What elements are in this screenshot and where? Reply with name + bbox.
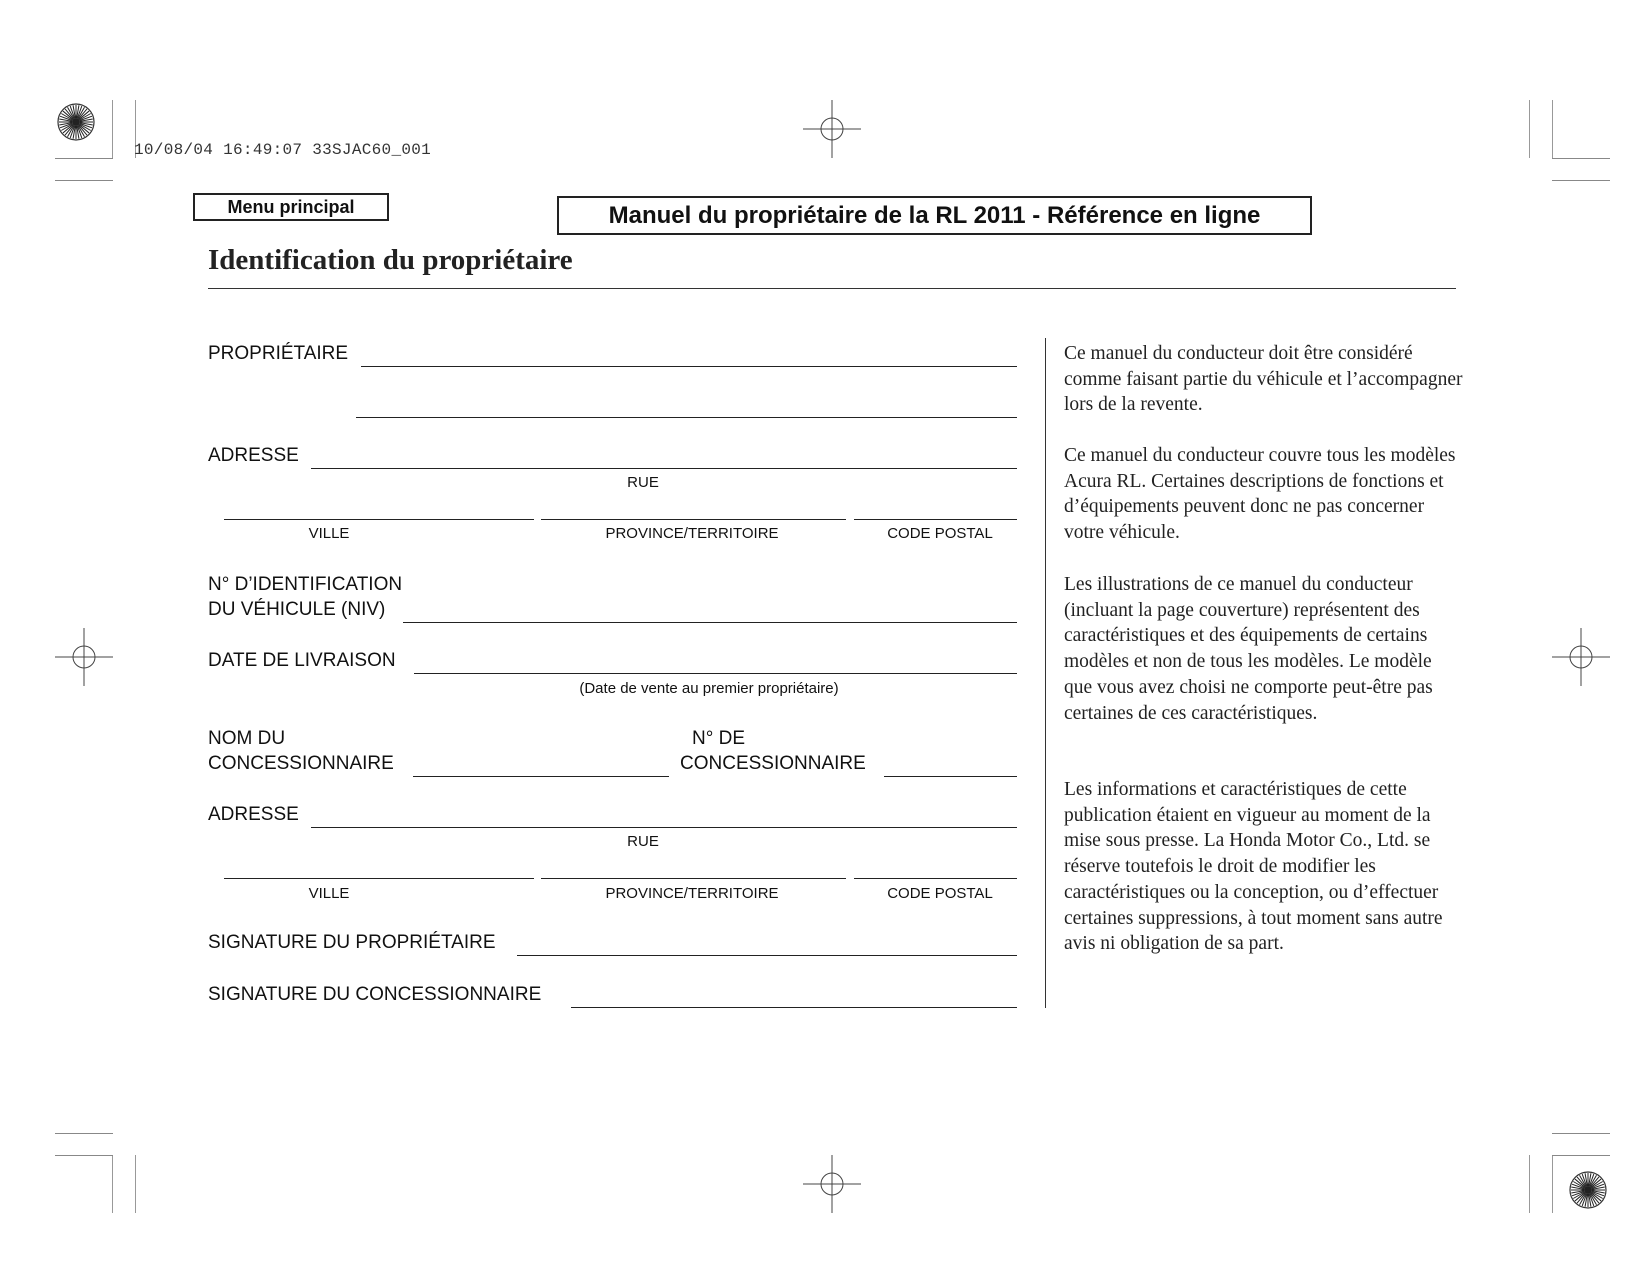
owner-label: PROPRIÉTAIRE — [208, 343, 349, 364]
street-caption: RUE — [627, 474, 659, 491]
crop-mark — [135, 1155, 136, 1213]
delivery-date-label: DATE DE LIVRAISON — [208, 650, 396, 671]
dealer-number-label-line-2: CONCESSIONNAIRE — [680, 753, 866, 774]
delivery-date-field[interactable] — [414, 673, 1017, 674]
dealer-street-field[interactable] — [311, 827, 1017, 828]
vin-label-line-2: DU VÉHICULE (NIV) — [208, 599, 386, 620]
city-field[interactable] — [224, 519, 534, 520]
street-field[interactable] — [311, 468, 1017, 469]
title-rule — [208, 288, 1456, 289]
crop-mark — [1552, 1133, 1610, 1134]
note-paragraph: Ce manuel du conducteur couvre tous les modèles Acura RL. Certaines descriptions de fonctions et d’équipements peuvent donc ne pas concerner votre véhicule. — [1064, 445, 1456, 544]
dealer-province-field[interactable] — [541, 878, 846, 879]
vin-label-line-1: N° D’IDENTIFICATION — [208, 574, 403, 595]
registration-mark-icon — [803, 1155, 861, 1213]
city-caption: VILLE — [308, 525, 350, 542]
registration-mark-icon — [55, 628, 113, 686]
owner-field[interactable] — [361, 366, 1017, 367]
print-stamp: 10/08/04 16:49:07 33SJAC60_001 — [134, 141, 432, 159]
main-menu-button[interactable]: Menu principal — [193, 193, 389, 221]
crop-mark — [55, 158, 113, 159]
vin-field[interactable] — [403, 622, 1017, 623]
dealer-number-field[interactable] — [884, 776, 1017, 777]
address-label: ADRESSE — [208, 445, 299, 466]
crop-mark — [1529, 100, 1530, 158]
registration-mark-icon — [803, 100, 861, 158]
dealer-name-label-line-2: CONCESSIONNAIRE — [208, 753, 394, 774]
delivery-date-note: (Date de vente au premier propriétaire) — [579, 680, 839, 697]
crop-mark — [1552, 158, 1610, 159]
postal-code-caption: CODE POSTAL — [887, 525, 993, 542]
page-title: Identification du propriétaire — [208, 244, 573, 276]
province-field[interactable] — [541, 519, 846, 520]
dealer-city-field[interactable] — [224, 878, 534, 879]
dealer-province-caption: PROVINCE/TERRITOIRE — [605, 885, 779, 902]
registration-mark-icon — [1552, 628, 1610, 686]
note-paragraph: Ce manuel du conducteur doit être considéré comme faisant partie du véhicule et l’accompagner lors de la revente. — [1064, 343, 1463, 416]
province-caption: PROVINCE/TERRITOIRE — [605, 525, 779, 542]
dealer-postal-code-caption: CODE POSTAL — [887, 885, 993, 902]
dealer-signature-label: SIGNATURE DU CONCESSIONNAIRE — [208, 984, 542, 1005]
postal-code-field[interactable] — [854, 519, 1017, 520]
crop-mark — [1529, 1155, 1530, 1213]
crop-mark — [55, 180, 113, 181]
dealer-city-caption: VILLE — [308, 885, 350, 902]
column-divider — [1045, 338, 1046, 1008]
note-paragraph: Les informations et caractéristiques de cette publication étaient en vigueur au moment de la mise sous presse. La Honda Motor Co., Ltd. se réserve toutefois le droit de modifier les caractéristiques ou la conception, ou d’effectuer certaines suppressions, à tout moment sans autre avis ni obligation de sa part. — [1064, 779, 1443, 955]
crop-mark — [1552, 180, 1610, 181]
dealer-postal-code-field[interactable] — [854, 878, 1017, 879]
crop-mark — [112, 1155, 113, 1213]
starburst-target-icon — [56, 102, 96, 142]
owner-field-line-2[interactable] — [356, 417, 1017, 418]
crop-mark — [112, 100, 113, 158]
owner-signature-label: SIGNATURE DU PROPRIÉTAIRE — [208, 932, 496, 953]
crop-mark — [55, 1133, 113, 1134]
crop-mark — [55, 1155, 113, 1156]
dealer-name-field[interactable] — [413, 776, 669, 777]
dealer-street-caption: RUE — [627, 833, 659, 850]
manual-header-title: Manuel du propriétaire de la RL 2011 - Référence en ligne — [557, 196, 1312, 235]
starburst-target-icon — [1568, 1170, 1608, 1210]
dealer-address-label: ADRESSE — [208, 804, 299, 825]
dealer-signature-field[interactable] — [571, 1007, 1017, 1008]
dealer-number-label-line-1: N° DE — [692, 728, 745, 749]
crop-mark — [1552, 1155, 1610, 1156]
crop-mark — [1552, 100, 1553, 158]
owner-signature-field[interactable] — [517, 955, 1017, 956]
crop-mark — [1552, 1155, 1553, 1213]
note-paragraph: Les illustrations de ce manuel du conducteur (incluant la page couverture) représentent des caractéristiques et des équipements de certains modèles et non de tous les modèles. Le modèle que vous avez choisi ne comporte peut-être pas certaines de ces caractéristiques. — [1064, 574, 1433, 724]
dealer-name-label-line-1: NOM DU — [208, 728, 286, 749]
